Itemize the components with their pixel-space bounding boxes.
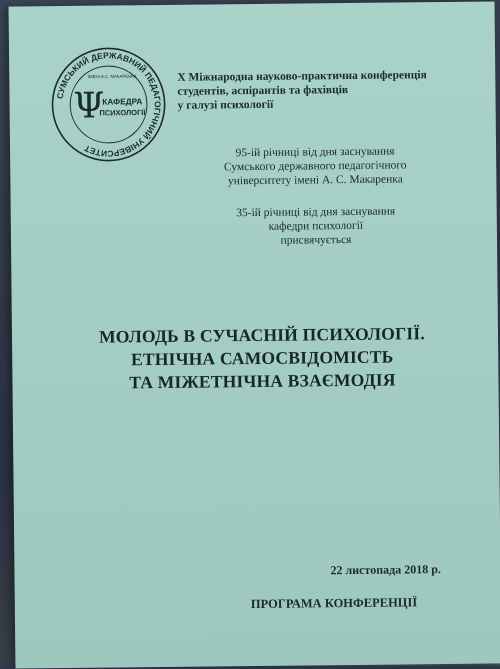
seal-name-line1: КАФЕДРА [102, 97, 143, 107]
title-line: ТА МІЖЕТНІЧНА ВЗАЄМОДІЯ [129, 369, 396, 393]
title-line: ЕТНІЧНА САМОСВІДОМІСТЬ [130, 346, 394, 370]
dedication-line: університету імені А. С. Макаренка [227, 173, 403, 188]
header-line: X Міжнародна науково-практична конференція [177, 69, 427, 84]
conference-header [177, 68, 477, 113]
psi-icon: Ψ [73, 85, 105, 127]
dedication-line: присвячується [280, 233, 352, 247]
header-line: студентів, аспірантів та фахівців [177, 84, 349, 98]
brochure-cover [9, 1, 500, 668]
conference-date: 22 листопада 2018 р. [330, 562, 441, 578]
seal-inner-line: ІМЕНІ А.С. МАКАРЕНКА [87, 73, 137, 80]
dedication-block-university [200, 138, 430, 140]
department-seal [49, 45, 168, 164]
seal-name-line2: ПСИХОЛОГІЇ [99, 107, 146, 118]
dedication-line: Сумського державного педагогічного [223, 159, 407, 174]
dedication-line: 95-ій річниці від дня заснування [235, 145, 395, 160]
seal-ring-text: СУМСЬКИЙ ДЕРЖАВНИЙ ПЕДАГОГІЧНИЙ УНІВЕРСИТЕТ [54, 50, 163, 159]
header-line: у галузі психології [177, 98, 274, 112]
conference-title [52, 322, 473, 395]
dedication [200, 138, 431, 254]
dedication-line: кафедри психології [268, 219, 364, 233]
title-line: МОЛОДЬ В СУЧАСНІЙ ПСИХОЛОГІЇ. [98, 323, 426, 347]
program-heading: ПРОГРАМА КОНФЕРЕНЦІЇ [250, 595, 418, 612]
dedication-line: 35-ій річниці від дня заснування [236, 205, 396, 220]
